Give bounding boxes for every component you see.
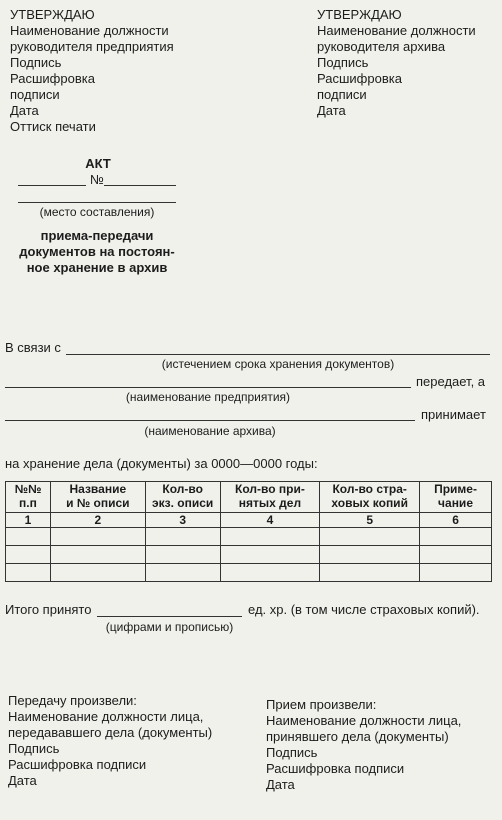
act-subtitle — [10, 228, 184, 276]
table-number-row — [6, 513, 492, 528]
act-number-right-line — [104, 185, 176, 186]
table-number-cell: 6 — [420, 513, 492, 528]
act-subtitle-line: документов на постоян- — [19, 244, 175, 259]
approve-line: Расшифровка — [317, 71, 402, 86]
total-prefix: Итого принято — [5, 602, 92, 617]
table-number-cell: 1 — [6, 513, 51, 528]
approve-heading: УТВЕРЖДАЮ — [10, 7, 95, 22]
act-subtitle-line: приема-передачи — [40, 228, 154, 243]
table-number-cell: 3 — [145, 513, 220, 528]
sign-block-left — [8, 693, 212, 789]
approve-line: Подпись — [317, 55, 369, 70]
archive-line — [5, 420, 415, 421]
sign-line: Подпись — [8, 741, 60, 756]
table-header-cell: Кол-во при- нятых дел — [220, 482, 320, 513]
table-header-cell: Кол-во экз. описи — [145, 482, 220, 513]
table-row — [6, 546, 492, 564]
org-caption: (наименование предприятия) — [125, 390, 291, 404]
table-header-cell: Кол-во стра- ховых копий — [320, 482, 420, 513]
approve-line: Наименование должности — [317, 23, 476, 38]
act-subtitle-line: ное хранение в архив — [26, 260, 168, 275]
table-header-cell: Название и № описи — [50, 482, 145, 513]
approve-line: Наименование должности — [10, 23, 169, 38]
reason-line — [66, 354, 490, 355]
act-title: АКТ — [85, 156, 111, 171]
approve-line: Оттиск печати — [10, 119, 96, 134]
approve-line: подписи — [10, 87, 60, 102]
storage-line: на хранение дела (документы) за 0000—0000 годы: — [5, 456, 318, 471]
total-suffix: ед. хр. (в том числе страховых копий). — [248, 602, 480, 617]
approve-line: подписи — [317, 87, 367, 102]
table-number-cell: 5 — [320, 513, 420, 528]
sign-line: Расшифровка подписи — [266, 761, 405, 776]
sign-line: принявшего дела (документы) — [266, 729, 449, 744]
sign-block-right — [266, 697, 461, 793]
org-line — [5, 387, 411, 388]
sign-line: передававшего дела (документы) — [8, 725, 213, 740]
sign-line: Наименование должности лица, — [266, 713, 462, 728]
table-number-cell: 4 — [220, 513, 320, 528]
approve-line: руководителя архива — [317, 39, 446, 54]
sign-line: Расшифровка подписи — [8, 757, 147, 772]
table-header-cell: №№ п.п — [6, 482, 51, 513]
approve-line: руководителя предприятия — [10, 39, 174, 54]
act-place-caption: (место составления) — [39, 205, 155, 219]
act-number-left-line — [18, 185, 86, 186]
archive-caption: (наименование архива) — [144, 424, 276, 438]
sign-line: Передачу произвели: — [8, 693, 137, 708]
approve-block-right — [317, 7, 476, 119]
reason-caption: (истечением срока хранения документов) — [161, 357, 395, 371]
sign-line: Подпись — [266, 745, 318, 760]
table-header-row — [6, 482, 492, 513]
total-caption: (цифрами и прописью) — [105, 620, 234, 634]
table-header-cell: Приме- чание — [420, 482, 492, 513]
table-row — [6, 564, 492, 582]
approve-block-left — [10, 7, 174, 135]
receives-suffix: принимает — [421, 407, 486, 422]
approve-heading: УТВЕРЖДАЮ — [317, 7, 402, 22]
sign-line: Наименование должности лица, — [8, 709, 204, 724]
act-number-sign: № — [90, 172, 104, 187]
total-line — [97, 616, 242, 617]
approve-line: Расшифровка — [10, 71, 95, 86]
reason-prefix: В связи с — [5, 340, 61, 355]
table-row — [6, 528, 492, 546]
transfer-table — [5, 481, 492, 582]
act-place-line — [18, 202, 176, 203]
approve-line: Подпись — [10, 55, 62, 70]
sign-line: Дата — [266, 777, 295, 792]
table-number-cell: 2 — [50, 513, 145, 528]
sign-line: Прием произвели: — [266, 697, 377, 712]
approve-line: Дата — [317, 103, 346, 118]
approve-line: Дата — [10, 103, 39, 118]
sign-line: Дата — [8, 773, 37, 788]
transfers-suffix: передает, а — [416, 374, 486, 389]
